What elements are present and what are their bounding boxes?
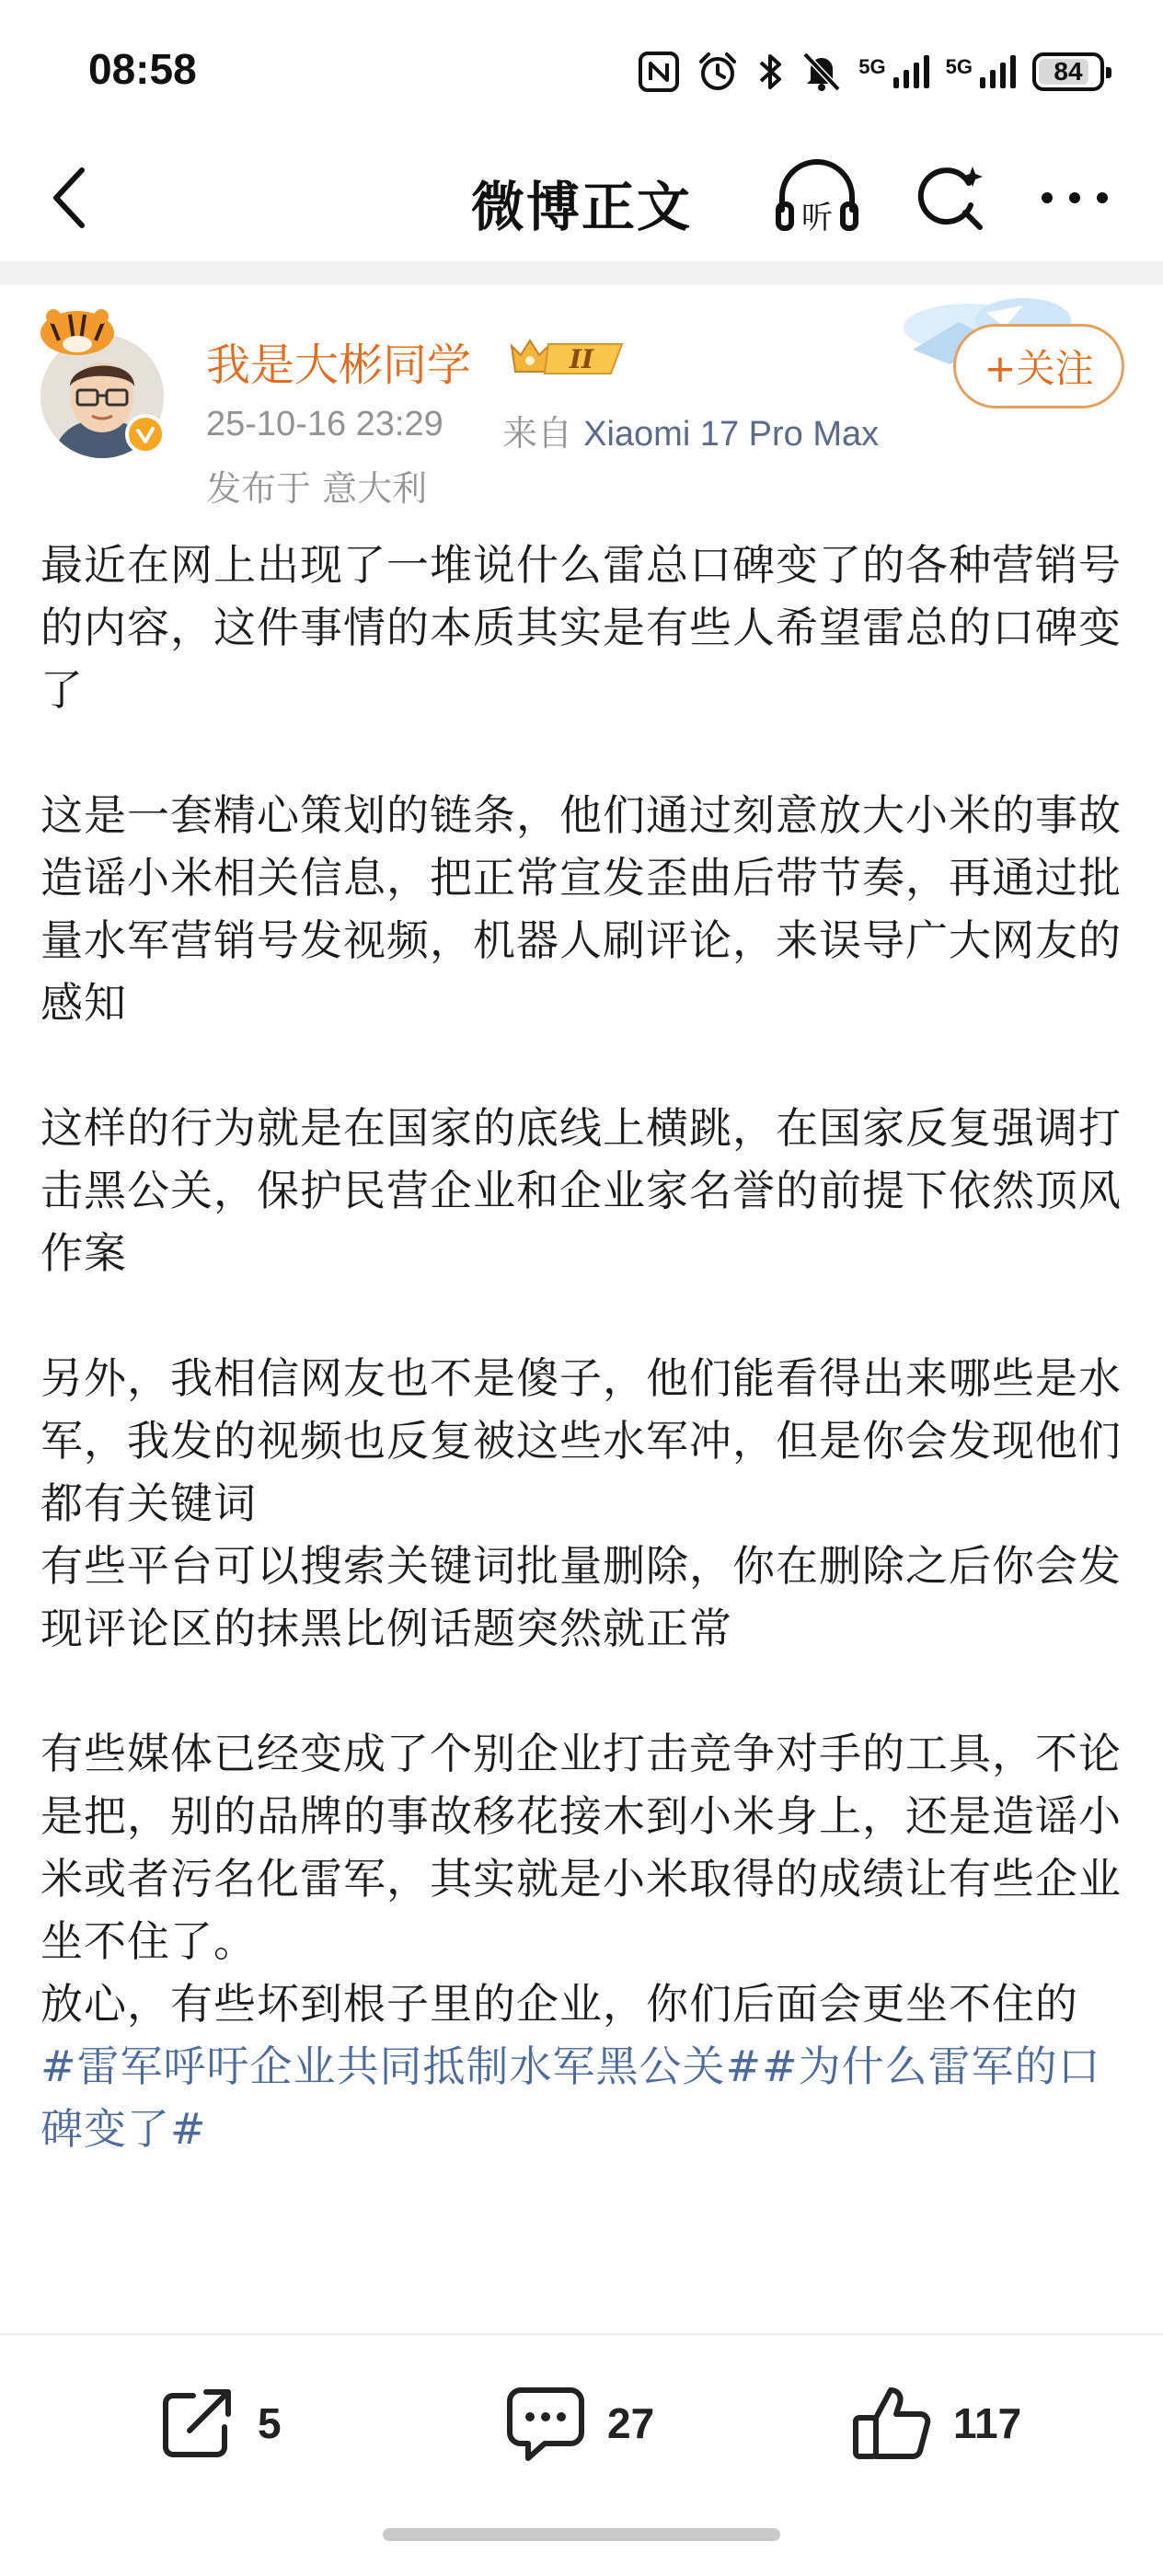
comment-count: 27 xyxy=(607,2399,655,2447)
signal-icon: 5G xyxy=(858,55,928,88)
follow-button[interactable]: +关注 xyxy=(953,324,1124,408)
listen-icon xyxy=(773,158,861,237)
signal-icon-2: 5G xyxy=(946,55,1016,88)
repost-button[interactable] xyxy=(156,2377,282,2469)
nfc-icon xyxy=(638,51,680,93)
paragraph-gap xyxy=(40,1034,1126,1097)
post-body xyxy=(40,534,1126,2160)
like-count: 117 xyxy=(953,2399,1022,2447)
post-hashtags[interactable]: #雷军呼吁企业共同抵制水军黑公关##为什么雷军的口碑变了# xyxy=(40,2041,1101,2154)
home-indicator[interactable] xyxy=(383,2528,780,2541)
nav-bar xyxy=(0,138,1163,258)
battery-icon xyxy=(1032,52,1104,91)
listen-label: 听 xyxy=(801,200,833,236)
thumbs-up-icon xyxy=(850,2383,933,2464)
status-bar xyxy=(0,0,1163,138)
verified-badge-icon xyxy=(125,414,166,454)
more-icon xyxy=(1038,189,1111,207)
comment-icon xyxy=(504,2383,587,2464)
post-paragraph: 这样的行为就是在国家的底线上横跳，在国家反复强调打击黑公关，保护民营企业和企业家名誉的前提下依然顶风作案 xyxy=(40,1103,1122,1278)
post-paragraph: 有些平台可以搜索关键词批量删除，你在删除之后你会发现评论区的抹黑比例话题突然就正常 xyxy=(40,1541,1122,1653)
search-icon xyxy=(914,161,987,235)
post-paragraph: 另外，我相信网友也不是傻子，他们能看得出来哪些是水军，我发的视频也反复被这些水军冲，但是你会发现他们都有关键词 xyxy=(40,1353,1122,1528)
bluetooth-icon xyxy=(755,51,785,93)
post-time: 25-10-16 23:29 xyxy=(206,405,443,443)
listen-button[interactable] xyxy=(771,156,863,239)
paragraph-gap xyxy=(40,1660,1126,1722)
post-paragraph: 放心，有些坏到根子里的企业，你们后面会更坐不住的 xyxy=(40,1979,1078,2029)
source-prefix: 来自 xyxy=(502,413,573,454)
source-device[interactable]: Xiaomi 17 Pro Max xyxy=(583,415,880,454)
tiger-decoration-icon xyxy=(33,304,121,357)
comment-button[interactable] xyxy=(504,2377,654,2469)
author-name[interactable]: 我是大彬同学 xyxy=(206,339,472,391)
mute-icon xyxy=(801,51,842,93)
search-button[interactable] xyxy=(909,156,992,239)
post-location: 发布于 意大利 xyxy=(206,468,428,509)
vip-badge-label: II xyxy=(569,344,594,374)
action-bar xyxy=(0,2355,1163,2484)
post-paragraph: 这是一套精心策划的链条，他们通过刻意放大小米的事故造谣小米相关信息，把正常宣发歪曲后带节奏，再通过批量水军营销号发视频，机器人刷评论，来误导广大网友的感知 xyxy=(40,790,1122,1028)
alarm-icon xyxy=(697,51,739,93)
repost-icon xyxy=(156,2383,237,2464)
more-button[interactable] xyxy=(1029,156,1121,239)
status-time: 08:58 xyxy=(88,45,197,93)
post-paragraph: 最近在网上出现了一堆说什么雷总口碑变了的各种营销号的内容，这件事情的本质其实是有些人希望雷总的口碑变了 xyxy=(40,540,1122,715)
paragraph-gap xyxy=(40,1284,1126,1347)
author-header xyxy=(0,285,1163,515)
page-title: 微博正文 xyxy=(470,176,692,238)
repost-count: 5 xyxy=(258,2399,282,2447)
footer-divider xyxy=(0,2333,1163,2335)
post-paragraph: 有些媒体已经变成了个别企业打击竞争对手的工具，不论是把，别的品牌的事故移花接木到小米身上，还是造谣小米或者污名化雷军，其实就是小米取得的成绩让有些企业坐不住了。 xyxy=(40,1729,1122,1966)
paragraph-gap xyxy=(40,721,1126,784)
like-button[interactable] xyxy=(850,2377,1021,2469)
battery-level: 84 xyxy=(1054,57,1083,86)
status-icons xyxy=(638,44,1104,99)
vip-badge-icon xyxy=(508,333,629,379)
header-divider xyxy=(0,261,1163,285)
post-source xyxy=(502,405,879,455)
